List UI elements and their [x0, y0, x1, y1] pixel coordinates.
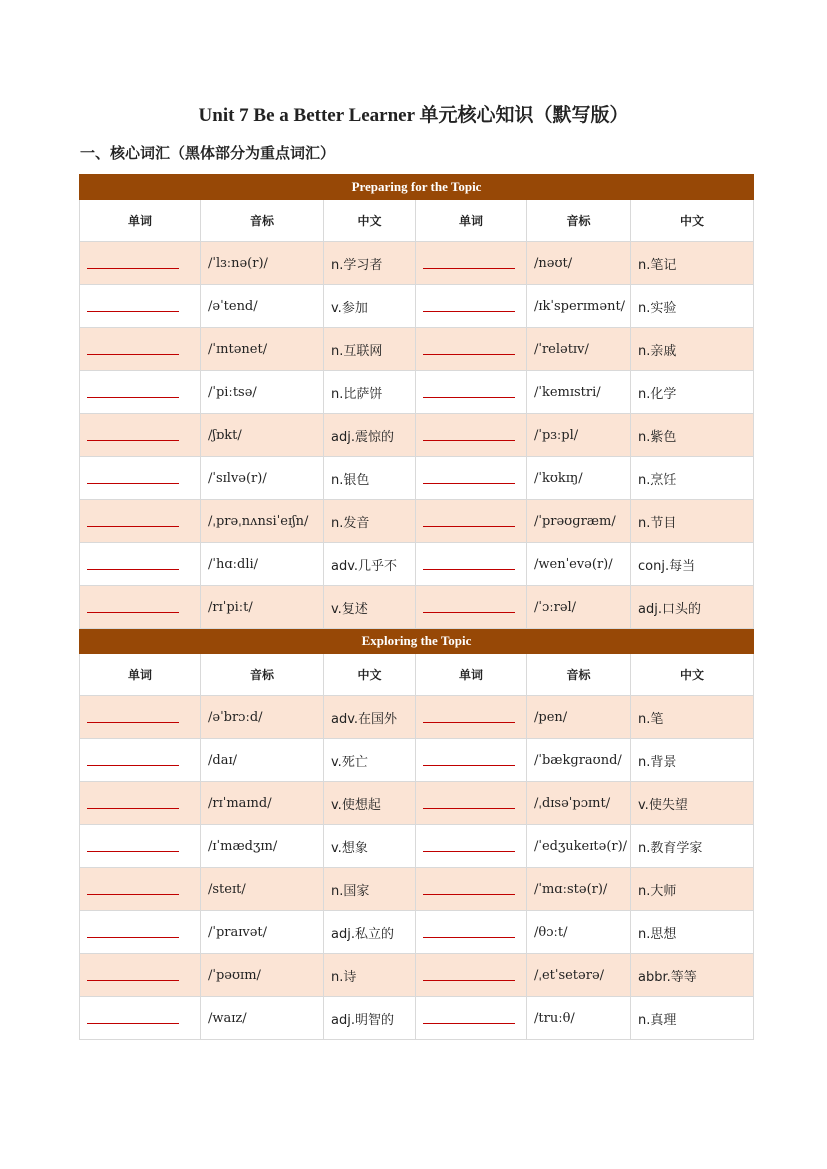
table-row — [80, 457, 754, 500]
word-blank-cell[interactable] — [416, 868, 527, 911]
word-blank-cell[interactable] — [416, 543, 527, 586]
word-blank-cell[interactable] — [80, 500, 201, 543]
table-row — [80, 868, 754, 911]
meaning-cell: adj.私立的 — [324, 911, 416, 954]
meaning-cell: n.笔 — [631, 696, 754, 739]
section-banner — [80, 175, 754, 200]
section-subtitle: 一、核心词汇（黑体部分为重点词汇） — [80, 144, 336, 162]
phonetic-cell: /ˈpɜːpl/ — [527, 414, 631, 457]
phonetic-cell: /nəʊt/ — [527, 242, 631, 285]
word-blank-line[interactable] — [87, 893, 179, 895]
word-blank-cell[interactable] — [80, 739, 201, 782]
meaning-cell: v.想象 — [324, 825, 416, 868]
phonetic-cell: /ˈpəʊɪm/ — [201, 954, 324, 997]
column-header: 单词 — [416, 200, 527, 242]
word-blank-line[interactable] — [423, 893, 515, 895]
meaning-cell: n.紫色 — [631, 414, 754, 457]
phonetic-cell: /rɪˈmaɪnd/ — [201, 782, 324, 825]
word-blank-cell[interactable] — [80, 242, 201, 285]
column-header: 音标 — [527, 654, 631, 696]
table-row — [80, 543, 754, 586]
meaning-cell: v.复述 — [324, 586, 416, 629]
word-blank-line[interactable] — [423, 611, 515, 613]
word-blank-cell[interactable] — [80, 997, 201, 1040]
phonetic-cell: /ˈrelətɪv/ — [527, 328, 631, 371]
word-blank-line[interactable] — [87, 525, 179, 527]
phonetic-cell: /ˌdɪsəˈpɔɪnt/ — [527, 782, 631, 825]
phonetic-cell: /ˌprəˌnʌnsiˈeɪʃn/ — [201, 500, 324, 543]
word-blank-line[interactable] — [423, 396, 515, 398]
phonetic-cell: /ˈedʒukeɪtə(r)/ — [527, 825, 631, 868]
phonetic-cell: /ˈpraɪvət/ — [201, 911, 324, 954]
table-row — [80, 696, 754, 739]
word-blank-line[interactable] — [87, 721, 179, 723]
phonetic-cell: /əˈbrɔːd/ — [201, 696, 324, 739]
meaning-cell: n.烹饪 — [631, 457, 754, 500]
word-blank-cell[interactable] — [80, 825, 201, 868]
word-blank-cell[interactable] — [416, 739, 527, 782]
meaning-cell: n.诗 — [324, 954, 416, 997]
table-row — [80, 328, 754, 371]
phonetic-cell: /daɪ/ — [201, 739, 324, 782]
phonetic-cell: /ɪkˈsperɪmənt/ — [527, 285, 631, 328]
word-blank-cell[interactable] — [80, 328, 201, 371]
word-blank-line[interactable] — [87, 568, 179, 570]
phonetic-cell: /rɪˈpiːt/ — [201, 586, 324, 629]
word-blank-line[interactable] — [87, 439, 179, 441]
word-blank-line[interactable] — [423, 525, 515, 527]
table-row — [80, 500, 754, 543]
word-blank-line[interactable] — [87, 310, 179, 312]
word-blank-line[interactable] — [423, 1022, 515, 1024]
word-blank-cell[interactable] — [80, 782, 201, 825]
table-row — [80, 739, 754, 782]
word-blank-cell[interactable] — [80, 543, 201, 586]
table-row — [80, 285, 754, 328]
column-header: 中文 — [324, 654, 416, 696]
word-blank-cell[interactable] — [416, 328, 527, 371]
word-blank-cell[interactable] — [416, 242, 527, 285]
word-blank-cell[interactable] — [80, 371, 201, 414]
meaning-cell: n.节目 — [631, 500, 754, 543]
word-blank-line[interactable] — [87, 267, 179, 269]
phonetic-cell: /truːθ/ — [527, 997, 631, 1040]
word-blank-line[interactable] — [423, 721, 515, 723]
phonetic-cell: /ˈhɑːdli/ — [201, 543, 324, 586]
column-header: 中文 — [631, 200, 754, 242]
table-row — [80, 242, 754, 285]
meaning-cell: n.实验 — [631, 285, 754, 328]
table-row — [80, 414, 754, 457]
page-title: Unit 7 Be a Better Learner 单元核心知识（默写版） — [198, 105, 629, 126]
word-blank-cell[interactable] — [80, 414, 201, 457]
meaning-cell: adj.明智的 — [324, 997, 416, 1040]
word-blank-line[interactable] — [87, 979, 179, 981]
column-header: 音标 — [201, 654, 324, 696]
word-blank-line[interactable] — [423, 310, 515, 312]
meaning-cell: adv.几乎不 — [324, 543, 416, 586]
meaning-cell: n.互联网 — [324, 328, 416, 371]
meaning-cell: n.学习者 — [324, 242, 416, 285]
phonetic-cell: /ˈmɑːstə(r)/ — [527, 868, 631, 911]
word-blank-line[interactable] — [87, 482, 179, 484]
phonetic-cell: /ˈɔːrəl/ — [527, 586, 631, 629]
meaning-cell: v.使失望 — [631, 782, 754, 825]
meaning-cell: v.参加 — [324, 285, 416, 328]
meaning-cell: n.比萨饼 — [324, 371, 416, 414]
word-blank-cell[interactable] — [80, 954, 201, 997]
meaning-cell: adj.震惊的 — [324, 414, 416, 457]
table-row — [80, 825, 754, 868]
word-blank-cell[interactable] — [80, 696, 201, 739]
word-blank-cell[interactable] — [80, 285, 201, 328]
section-banner-title: Exploring the Topic — [80, 629, 754, 654]
word-blank-line[interactable] — [87, 807, 179, 809]
word-blank-cell[interactable] — [416, 500, 527, 543]
word-blank-line[interactable] — [87, 1022, 179, 1024]
meaning-cell: n.大师 — [631, 868, 754, 911]
meaning-cell: n.笔记 — [631, 242, 754, 285]
word-blank-cell[interactable] — [416, 371, 527, 414]
section-banner — [80, 629, 754, 654]
word-blank-cell[interactable] — [416, 696, 527, 739]
phonetic-cell: /əˈtend/ — [201, 285, 324, 328]
table-row — [80, 371, 754, 414]
meaning-cell: adv.在国外 — [324, 696, 416, 739]
word-blank-cell[interactable] — [80, 868, 201, 911]
phonetic-cell: /ˈpiːtsə/ — [201, 371, 324, 414]
phonetic-cell: /ˈkʊkɪŋ/ — [527, 457, 631, 500]
table-row — [80, 911, 754, 954]
word-blank-cell[interactable] — [416, 825, 527, 868]
table-row — [80, 586, 754, 629]
word-blank-line[interactable] — [87, 936, 179, 938]
phonetic-cell: /ˈprəʊɡræm/ — [527, 500, 631, 543]
word-blank-cell[interactable] — [80, 586, 201, 629]
meaning-cell: v.死亡 — [324, 739, 416, 782]
word-blank-cell[interactable] — [416, 954, 527, 997]
word-blank-cell[interactable] — [416, 457, 527, 500]
meaning-cell: n.国家 — [324, 868, 416, 911]
word-blank-line[interactable] — [423, 353, 515, 355]
word-blank-line[interactable] — [87, 850, 179, 852]
word-blank-line[interactable] — [423, 568, 515, 570]
column-header: 单词 — [416, 654, 527, 696]
word-blank-cell[interactable] — [80, 911, 201, 954]
column-header: 音标 — [527, 200, 631, 242]
column-header: 中文 — [324, 200, 416, 242]
word-blank-line[interactable] — [423, 936, 515, 938]
word-blank-line[interactable] — [423, 267, 515, 269]
column-header: 单词 — [80, 654, 201, 696]
phonetic-cell: /ˌetˈsetərə/ — [527, 954, 631, 997]
phonetic-cell: /ˈɪntənet/ — [201, 328, 324, 371]
meaning-cell: n.亲戚 — [631, 328, 754, 371]
phonetic-cell: /steɪt/ — [201, 868, 324, 911]
meaning-cell: abbr.等等 — [631, 954, 754, 997]
phonetic-cell: /pen/ — [527, 696, 631, 739]
phonetic-cell: /ˈkemɪstri/ — [527, 371, 631, 414]
meaning-cell: adj.口头的 — [631, 586, 754, 629]
phonetic-cell: /wenˈevə(r)/ — [527, 543, 631, 586]
column-header: 音标 — [201, 200, 324, 242]
word-blank-cell[interactable] — [416, 911, 527, 954]
meaning-cell: n.背景 — [631, 739, 754, 782]
phonetic-cell: /ˈbækɡraʊnd/ — [527, 739, 631, 782]
column-header: 单词 — [80, 200, 201, 242]
column-header-row — [80, 654, 754, 696]
phonetic-cell: /ʃɒkt/ — [201, 414, 324, 457]
table-row — [80, 997, 754, 1040]
vocabulary-table-body — [80, 175, 754, 1040]
meaning-cell: n.发音 — [324, 500, 416, 543]
word-blank-cell[interactable] — [416, 997, 527, 1040]
word-blank-line[interactable] — [423, 850, 515, 852]
meaning-cell: n.真理 — [631, 997, 754, 1040]
phonetic-cell: /ɪˈmædʒɪn/ — [201, 825, 324, 868]
word-blank-line[interactable] — [423, 764, 515, 766]
phonetic-cell: /waɪz/ — [201, 997, 324, 1040]
word-blank-cell[interactable] — [416, 285, 527, 328]
meaning-cell: n.思想 — [631, 911, 754, 954]
table-row — [80, 782, 754, 825]
phonetic-cell: /θɔːt/ — [527, 911, 631, 954]
section-banner-title: Preparing for the Topic — [80, 175, 754, 200]
word-blank-line[interactable] — [87, 611, 179, 613]
word-blank-cell[interactable] — [416, 414, 527, 457]
vocabulary-table — [79, 174, 754, 1040]
meaning-cell: n.化学 — [631, 371, 754, 414]
word-blank-line[interactable] — [423, 979, 515, 981]
meaning-cell: conj.每当 — [631, 543, 754, 586]
phonetic-cell: /ˈlɜːnə(r)/ — [201, 242, 324, 285]
word-blank-cell[interactable] — [80, 457, 201, 500]
meaning-cell: n.教育学家 — [631, 825, 754, 868]
word-blank-line[interactable] — [87, 396, 179, 398]
meaning-cell: n.银色 — [324, 457, 416, 500]
table-row — [80, 954, 754, 997]
column-header: 中文 — [631, 654, 754, 696]
word-blank-cell[interactable] — [416, 586, 527, 629]
word-blank-cell[interactable] — [416, 782, 527, 825]
word-blank-line[interactable] — [423, 439, 515, 441]
word-blank-line[interactable] — [87, 764, 179, 766]
word-blank-line[interactable] — [87, 353, 179, 355]
word-blank-line[interactable] — [423, 482, 515, 484]
meaning-cell: v.使想起 — [324, 782, 416, 825]
column-header-row — [80, 200, 754, 242]
phonetic-cell: /ˈsɪlvə(r)/ — [201, 457, 324, 500]
word-blank-line[interactable] — [423, 807, 515, 809]
